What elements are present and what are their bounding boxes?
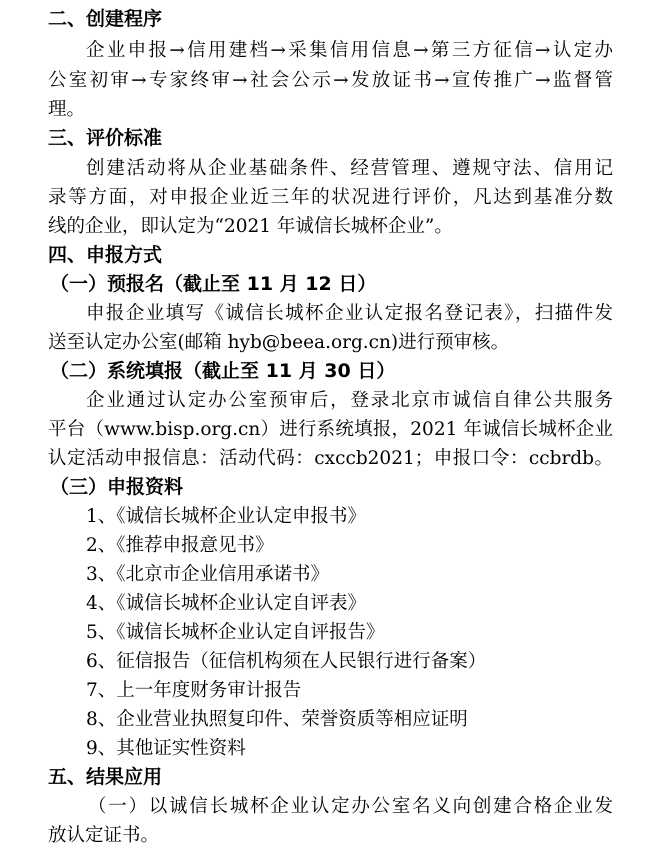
list-item: 9、其他证实性资料 bbox=[86, 738, 246, 759]
paragraph-line: 企业通过认定办公室预审后，登录北京市诚信自律公共服务 bbox=[86, 390, 613, 411]
list-item: 6、征信报告（征信机构须在人民银行进行备案） bbox=[86, 651, 487, 672]
subsection-heading-preregistration: （一）预报名（截止至 11 月 12 日） bbox=[50, 273, 377, 295]
subsection-heading-system-filing: （二）系统填报（截止至 11 月 30 日） bbox=[50, 360, 396, 382]
paragraph-line: 录等方面，对申报企业近三年的状况进行评价，凡达到基准分数 bbox=[48, 187, 613, 208]
list-item: 3、《北京市企业信用承诺书》 bbox=[86, 564, 330, 585]
list-item: 5、《诚信长城杯企业认定自评报告》 bbox=[86, 622, 385, 643]
paragraph-line: 企业申报→信用建档→采集信用信息→第三方征信→认定办 bbox=[86, 40, 613, 61]
list-item: 2、《推荐申报意见书》 bbox=[86, 535, 274, 556]
section-heading-method: 四、申报方式 bbox=[48, 244, 163, 266]
subsection-heading-materials: （三）申报资料 bbox=[50, 476, 184, 498]
paragraph-line: 线的企业，即认定为“2021 年诚信长城杯企业”。 bbox=[48, 216, 453, 237]
paragraph-line: 理。 bbox=[48, 99, 86, 120]
paragraph-line: 放认定证书。 bbox=[48, 825, 160, 846]
list-item: 1、《诚信长城杯企业认定申报书》 bbox=[86, 506, 367, 527]
paragraph-line: 申报企业填写《诚信长城杯企业认定报名登记表》，扫描件发 bbox=[86, 303, 613, 324]
section-heading-procedure: 二、创建程序 bbox=[48, 8, 163, 30]
paragraph-line: （一）以诚信长城杯企业认定办公室名义向创建合格企业发 bbox=[88, 796, 613, 817]
section-heading-criteria: 三、评价标准 bbox=[48, 127, 163, 149]
section-heading-results: 五、结果应用 bbox=[48, 766, 163, 788]
list-item: 8、企业营业执照复印件、荣誉资质等相应证明 bbox=[86, 709, 468, 730]
list-item: 4、《诚信长城杯企业认定自评表》 bbox=[86, 593, 367, 614]
paragraph-line: 公室初审→专家终审→社会公示→发放证书→宣传推广→监督管 bbox=[48, 70, 613, 91]
paragraph-line: 创建活动将从企业基础条件、经营管理、遵规守法、信用记 bbox=[86, 158, 613, 179]
paragraph-line: 平台（www.bisp.org.cn）进行系统填报，2021 年诚信长城杯企业 bbox=[48, 419, 613, 440]
paragraph-line: 认定活动申报信息：活动代码：cxccb2021；申报口令：ccbrdb。 bbox=[48, 448, 613, 469]
paragraph-line: 送至认定办公室(邮箱 hyb@beea.org.cn)进行预审核。 bbox=[48, 332, 510, 353]
list-item: 7、上一年度财务审计报告 bbox=[86, 680, 302, 701]
